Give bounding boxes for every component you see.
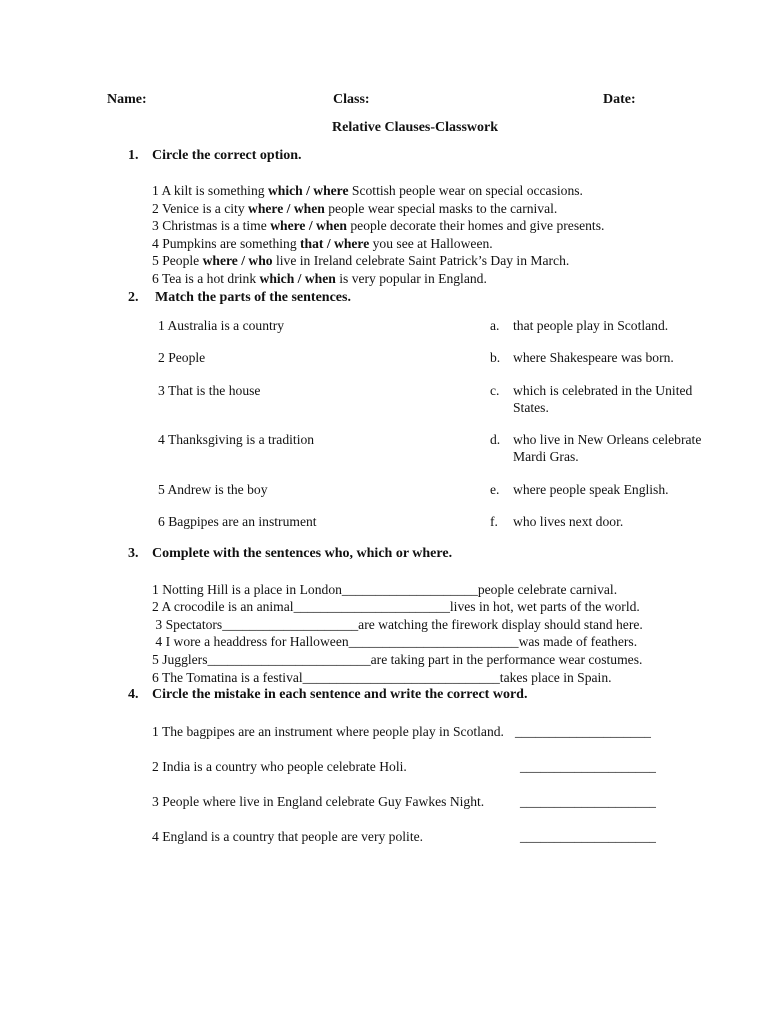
worksheet-title: Relative Clauses-Classwork bbox=[332, 120, 499, 135]
q1-item-text: 1 A kilt is something bbox=[152, 183, 268, 198]
class-label: Class: bbox=[333, 92, 370, 107]
match-right-letter: d. bbox=[490, 432, 501, 447]
q4-item: 2 India is a country who people celebrate Holi. bbox=[152, 759, 407, 774]
q1-item-text: you see at Halloween. bbox=[369, 236, 493, 251]
q1-item bbox=[152, 217, 604, 235]
question-4-instruction: Circle the mistake in each sentence and write the correct word. bbox=[152, 687, 528, 702]
match-left-item: 4 Thanksgiving is a tradition bbox=[158, 432, 315, 447]
q1-item-options[interactable]: where / when bbox=[248, 201, 325, 216]
q3-item[interactable]: 2 A crocodile is an animal_______________________lives in hot, wet parts of the world. bbox=[152, 599, 640, 614]
q4-item: 3 People where live in England celebrate Guy Fawkes Night. bbox=[152, 794, 485, 809]
q3-item[interactable]: 4 I wore a headdress for Halloween_________________________was made of feathers. bbox=[152, 634, 638, 649]
q4-item: 1 The bagpipes are an instrument where people play in Scotland. bbox=[152, 724, 504, 739]
q1-item-text: Scottish people wear on special occasions. bbox=[348, 183, 583, 198]
answer-blank[interactable]: ____________________ bbox=[520, 759, 656, 774]
q1-item-text: people decorate their homes and give presents. bbox=[346, 218, 605, 233]
q3-item[interactable]: 5 Jugglers________________________are taking part in the performance wear costumes. bbox=[152, 652, 643, 667]
match-right-letter: f. bbox=[490, 514, 498, 529]
answer-blank[interactable]: ____________________ bbox=[520, 794, 656, 809]
question-2-number: 2. bbox=[128, 290, 139, 305]
q1-item bbox=[152, 235, 493, 253]
q1-item bbox=[152, 270, 487, 288]
q3-item[interactable]: 3 Spectators____________________are watching the firework display should stand here. bbox=[152, 617, 643, 632]
question-1-number: 1. bbox=[128, 148, 139, 163]
q1-item-text: people wear special masks to the carnival. bbox=[324, 201, 558, 216]
match-right-item: which is celebrated in the United States. bbox=[513, 383, 693, 415]
q1-item-text: is very popular in England. bbox=[335, 271, 487, 286]
question-1-instruction: Circle the correct option. bbox=[152, 148, 302, 163]
q3-item[interactable]: 6 The Tomatina is a festival_____________________________takes place in Spain. bbox=[152, 670, 612, 685]
match-right-letter: b. bbox=[490, 350, 501, 365]
q4-item: 4 England is a country that people are very polite. bbox=[152, 829, 424, 844]
question-3-number: 3. bbox=[128, 546, 139, 561]
q3-item[interactable]: 1 Notting Hill is a place in London____________________people celebrate carnival. bbox=[152, 582, 618, 597]
name-label: Name: bbox=[107, 92, 147, 107]
answer-blank[interactable]: ____________________ bbox=[520, 829, 656, 844]
match-right-item: that people play in Scotland. bbox=[513, 318, 669, 333]
match-right-item: who live in New Orleans celebrate Mardi Gras. bbox=[513, 432, 702, 464]
q1-item-text: 6 Tea is a hot drink bbox=[152, 271, 260, 286]
question-4-number: 4. bbox=[128, 687, 139, 702]
q1-item-options[interactable]: where / who bbox=[202, 253, 273, 268]
match-right-item: where Shakespeare was born. bbox=[513, 350, 674, 365]
q1-item-text: 5 People bbox=[152, 253, 203, 268]
question-2-instruction: Match the parts of the sentences. bbox=[155, 290, 351, 305]
answer-blank[interactable]: ____________________ bbox=[515, 724, 651, 739]
match-right-letter: a. bbox=[490, 318, 500, 333]
q1-item bbox=[152, 182, 583, 200]
q1-item-options[interactable]: which / where bbox=[267, 183, 349, 198]
q1-item-text: 2 Venice is a city bbox=[152, 201, 249, 216]
q1-item-text: 3 Christmas is a time bbox=[152, 218, 271, 233]
q1-item bbox=[152, 200, 557, 218]
match-left-item: 6 Bagpipes are an instrument bbox=[158, 514, 317, 529]
match-left-item: 5 Andrew is the boy bbox=[158, 482, 268, 497]
date-label: Date: bbox=[603, 92, 636, 107]
match-left-item: 1 Australia is a country bbox=[158, 318, 285, 333]
q1-item-text: 4 Pumpkins are something bbox=[152, 236, 301, 251]
match-left-item: 3 That is the house bbox=[158, 383, 261, 398]
match-right-item: who lives next door. bbox=[513, 514, 624, 529]
match-left-item: 2 People bbox=[158, 350, 206, 365]
q1-item-options[interactable]: where / when bbox=[270, 218, 347, 233]
question-3-instruction: Complete with the sentences who, which or where. bbox=[152, 546, 453, 561]
q1-item-text: live in Ireland celebrate Saint Patrick’s Day in March. bbox=[272, 253, 570, 268]
q1-item-options[interactable]: that / where bbox=[300, 236, 370, 251]
match-right-item: where people speak English. bbox=[513, 482, 669, 497]
match-right-letter: c. bbox=[490, 383, 500, 398]
q1-item bbox=[152, 252, 569, 270]
match-right-letter: e. bbox=[490, 482, 500, 497]
q1-item-options[interactable]: which / when bbox=[259, 271, 336, 286]
